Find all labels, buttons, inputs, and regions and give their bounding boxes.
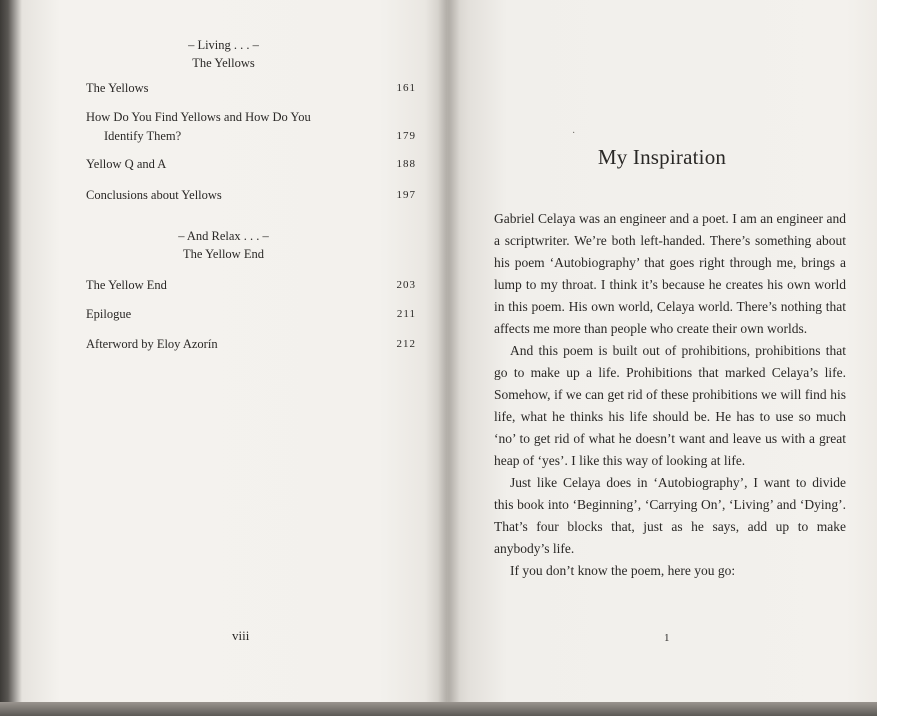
toc-entry xyxy=(86,186,416,205)
paragraph: Gabriel Celaya was an engineer and a poet. I am an engineer and a scriptwriter. We’re both left-handed. There’s something about his poem ‘Autobiography’ that goes right through me, brings a lump to my throat. I think it’s because he creates his own world in this poem. His own world, Celaya world. There’s nothing that affects me more than people who create their own worlds. xyxy=(494,211,846,336)
toc-entry xyxy=(86,79,416,98)
section-heading-relax-line1: – And Relax . . . – xyxy=(178,229,269,243)
toc-entry-page: 161 xyxy=(396,82,416,94)
page-number-left: viii xyxy=(232,628,250,643)
toc-entry-page: 211 xyxy=(396,308,416,320)
section-heading-living xyxy=(0,36,447,72)
toc-entry xyxy=(86,305,416,324)
section-heading-relax xyxy=(0,227,447,263)
toc-entry-page: 212 xyxy=(396,338,416,350)
toc-entry-title: The Yellows xyxy=(86,81,149,95)
body-text xyxy=(494,208,846,582)
left-page xyxy=(0,0,447,716)
paragraph: And this poem is built out of prohibitions, prohibitions that go to make up a life. Prohibitions that marked Celaya’s life. Somehow, if we can get rid of these prohibitions we will find his life, what he thinks his life should be. He has to use so much ‘no’ to get rid of what he doesn’t want and leave us with a great heap of ‘yes’. I like this way of looking at life. xyxy=(494,343,846,468)
toc-entry-title: How Do You Find Yellows and How Do You xyxy=(86,110,311,124)
gutter-shadow xyxy=(438,0,460,716)
toc-entry-title-continued: Identify Them? xyxy=(104,129,182,143)
toc-entry xyxy=(86,155,416,174)
toc-entry-page: 179 xyxy=(396,130,416,142)
paragraph: If you don’t know the poem, here you go: xyxy=(510,563,736,578)
section-heading-relax-line2: The Yellow End xyxy=(183,247,264,261)
print-mark: · xyxy=(572,128,576,139)
toc-entry xyxy=(86,276,416,295)
toc-entry-title: Epilogue xyxy=(86,307,132,321)
scan-bottom-edge xyxy=(0,702,877,716)
toc-entry-title: Conclusions about Yellows xyxy=(86,188,222,202)
section-heading-living-line2: The Yellows xyxy=(192,56,255,70)
toc-entry-page: 188 xyxy=(396,158,416,170)
paragraph: Just like Celaya does in ‘Autobiography’, I want to divide this book into ‘Beginning’, ‘Carrying On’, ‘Living’ and ‘Dying’. That’s four blocks that, just as he says, add up to make anybody’s life. xyxy=(494,475,846,556)
page-number-right: 1 xyxy=(664,632,670,644)
toc-entry-title: Yellow Q and A xyxy=(86,157,167,171)
toc-entry-title: The Yellow End xyxy=(86,278,167,292)
toc-entry-page: 203 xyxy=(396,279,416,291)
toc-entry xyxy=(86,335,416,354)
chapter-title: My Inspiration xyxy=(597,145,727,169)
toc-entry-page: 197 xyxy=(396,189,416,201)
toc-entry-title: Afterword by Eloy Azorín xyxy=(86,337,218,351)
section-heading-living-line1: – Living . . . – xyxy=(188,38,259,52)
toc-entry xyxy=(86,108,416,146)
